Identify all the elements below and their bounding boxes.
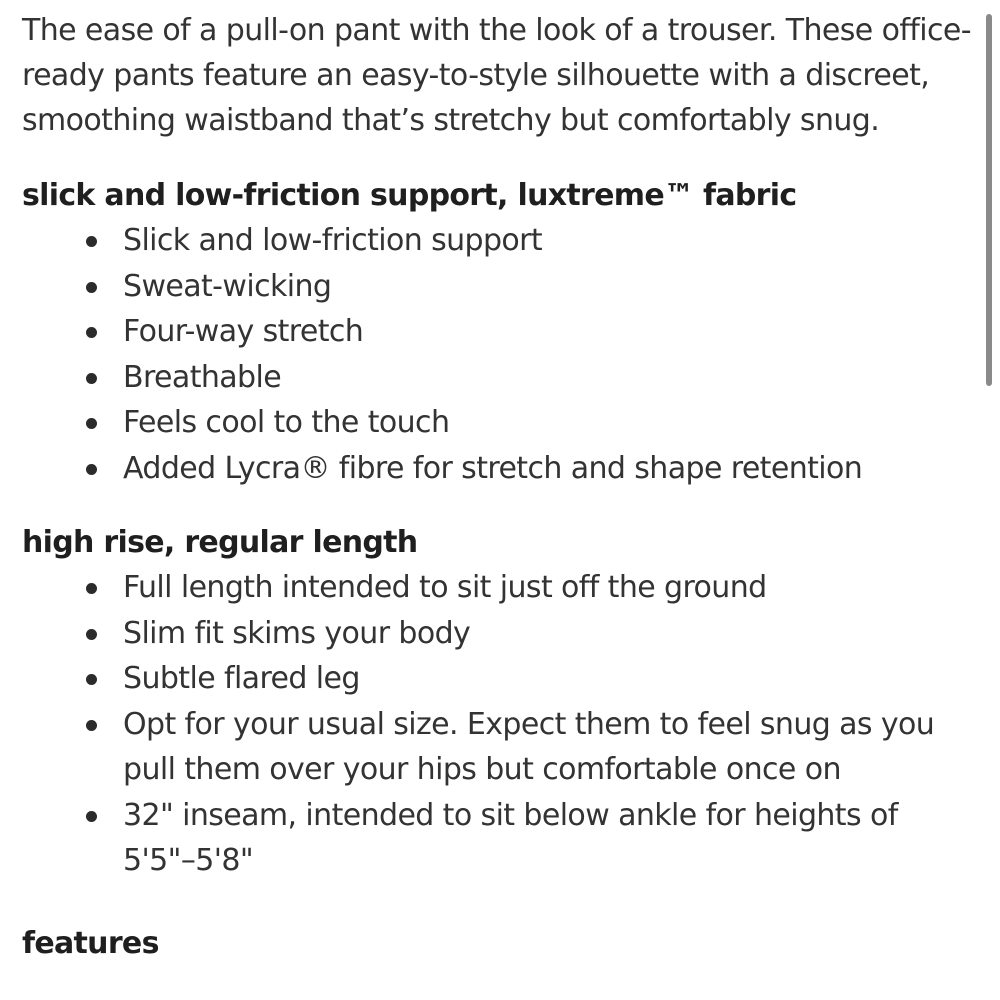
list-item: [86, 565, 977, 611]
product-description: [22, 0, 977, 966]
list-item: [86, 218, 977, 264]
bullet-icon: [86, 327, 97, 338]
list-item: [86, 793, 977, 884]
bullet-icon: [86, 282, 97, 293]
list-item-text: Four-way stretch: [123, 314, 364, 349]
fit-feature-list: [22, 565, 977, 884]
list-item: [86, 264, 977, 310]
bullet-icon: [86, 811, 97, 822]
fabric-feature-list: [22, 218, 977, 491]
list-item: [86, 355, 977, 401]
bullet-icon: [86, 236, 97, 247]
bullet-icon: [86, 674, 97, 685]
list-item: [86, 309, 977, 355]
bullet-icon: [86, 583, 97, 594]
bullet-icon: [86, 720, 97, 731]
list-item-text: Opt for your usual size. Expect them to feel snug as you pull them over your hips but comfortable once on: [123, 706, 935, 787]
bullet-icon: [86, 418, 97, 429]
list-item: [86, 611, 977, 657]
list-item-text: Subtle flared leg: [123, 661, 360, 696]
section-heading-fabric: slick and low-friction support, luxtreme™ fabric: [22, 178, 797, 213]
list-item-text: Feels cool to the touch: [123, 405, 450, 440]
bullet-icon: [86, 464, 97, 475]
section-heading-fit: high rise, regular length: [22, 525, 418, 560]
list-item-text: Added Lycra® fibre for stretch and shape retention: [123, 450, 863, 486]
list-item-text: Full length intended to sit just off the ground: [123, 570, 767, 605]
bullet-icon: [86, 629, 97, 640]
list-item: [86, 400, 977, 446]
list-item-text: Slim fit skims your body: [123, 615, 471, 651]
list-item: [86, 446, 977, 492]
list-item-text: Slick and low-friction support: [123, 223, 543, 258]
list-item-text: Breathable: [123, 359, 282, 395]
list-item-text: Sweat-wicking: [123, 268, 332, 304]
intro-paragraph: The ease of a pull-on pant with the look of a trouser. These office-ready pants feature an easy-to-style silhouette with a discreet, smoothing waistband that’s stretchy but comfortably snug.: [22, 13, 971, 138]
bullet-icon: [86, 373, 97, 384]
section-heading-features: features: [22, 925, 159, 961]
scrollbar-thumb[interactable]: [986, 14, 992, 386]
list-item: [86, 702, 977, 793]
list-item: [86, 656, 977, 702]
list-item-text: 32" inseam, intended to sit below ankle for heights of 5'5"–5'8": [123, 797, 898, 878]
